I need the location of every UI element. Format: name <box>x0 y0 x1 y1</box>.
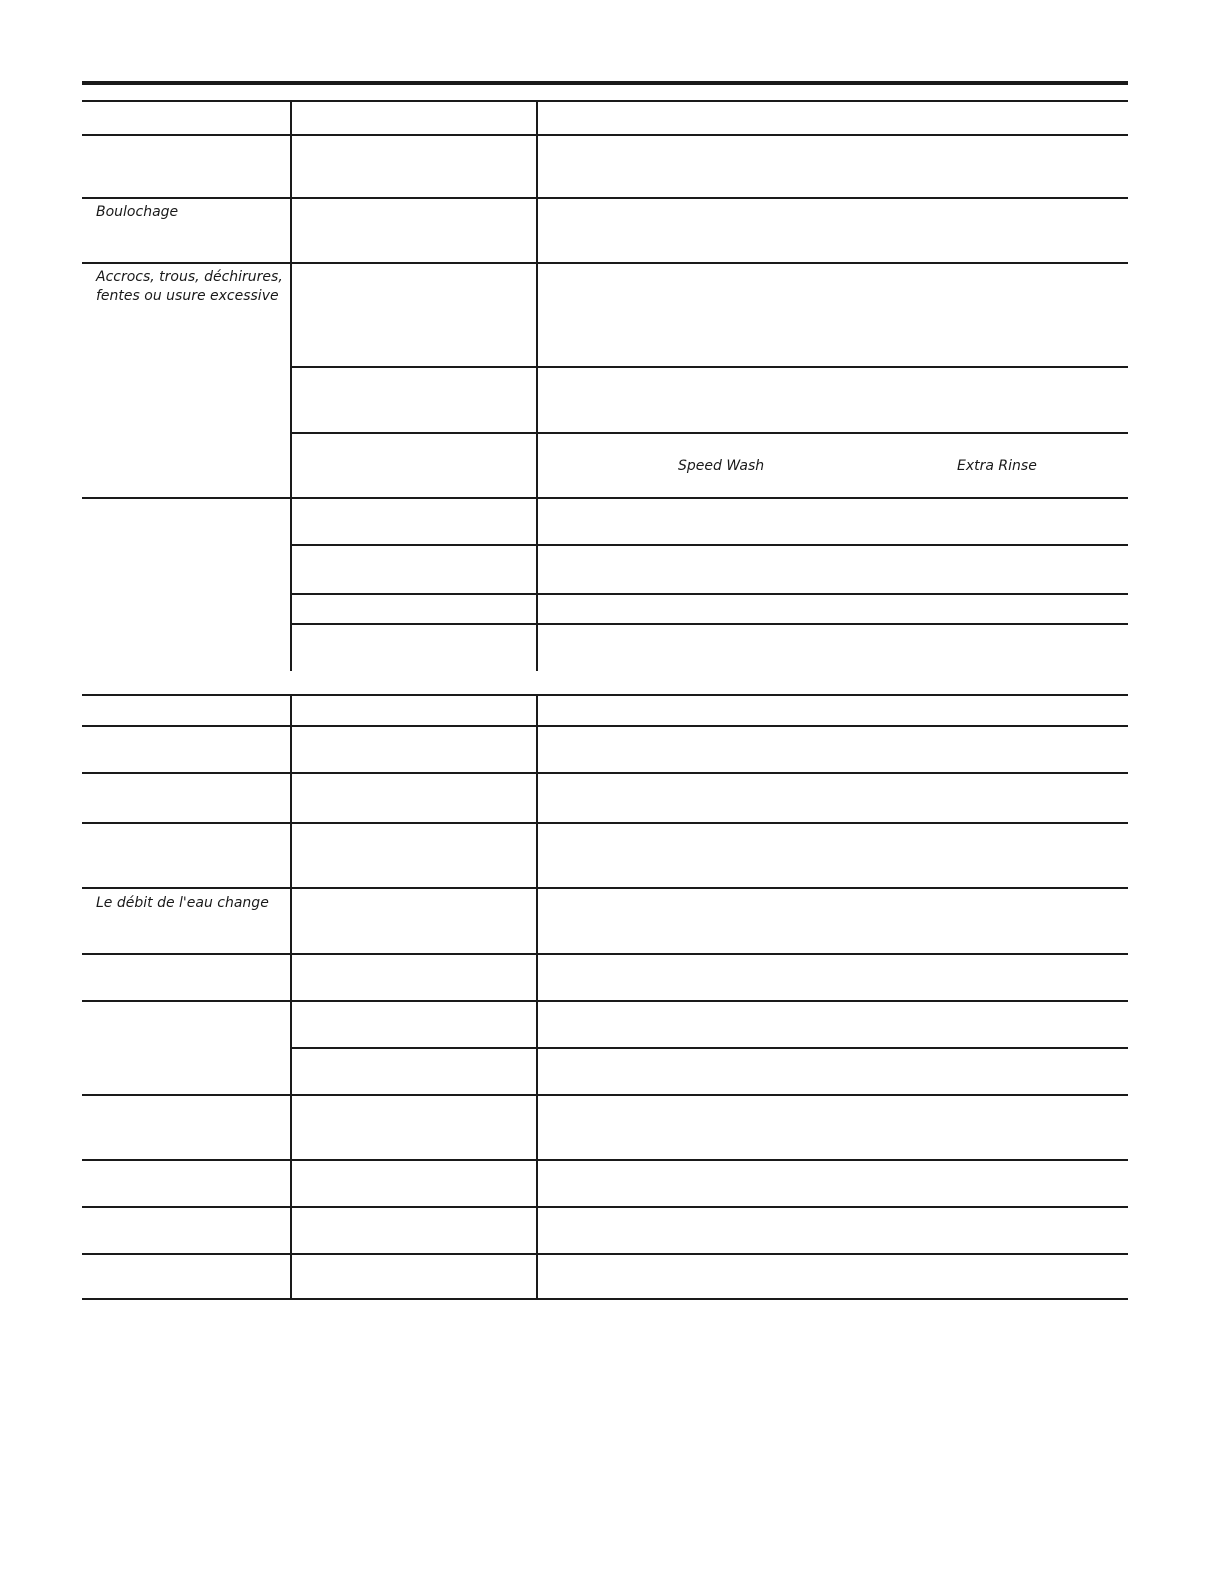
table-2-bottom-border <box>82 1298 1128 1300</box>
row-divider <box>82 497 1128 499</box>
row-divider <box>291 1047 1128 1049</box>
column-divider <box>290 100 292 671</box>
row-divider <box>82 1159 1128 1161</box>
table-1-top-border <box>82 100 1128 102</box>
header-rule <box>82 81 1128 85</box>
table-2-header-divider <box>82 725 1128 727</box>
row-divider <box>82 1253 1128 1255</box>
column-divider <box>536 694 538 1300</box>
row-divider <box>291 623 1128 625</box>
row-divider <box>82 1000 1128 1002</box>
row-divider <box>82 1094 1128 1096</box>
row-divider <box>82 1206 1128 1208</box>
row-divider <box>291 593 1128 595</box>
problem-water-flow-changes: Le débit de l'eau change <box>96 895 269 911</box>
row-divider <box>82 953 1128 955</box>
column-divider <box>290 694 292 1300</box>
problem-pilling: Boulochage <box>96 204 179 220</box>
table-1-header-divider <box>82 134 1128 136</box>
row-divider <box>291 432 1128 434</box>
table-2-top-border <box>82 694 1128 696</box>
row-divider <box>291 366 1128 368</box>
row-divider <box>82 262 1128 264</box>
row-divider <box>82 887 1128 889</box>
row-divider <box>82 197 1128 199</box>
row-divider <box>291 544 1128 546</box>
problem-snags-holes: Accrocs, trous, déchirures, fentes ou usure excessive <box>96 269 283 304</box>
row-divider <box>82 772 1128 774</box>
column-divider <box>536 100 538 671</box>
row-divider <box>82 822 1128 824</box>
option-extra-rinse: Extra Rinse <box>957 458 1037 474</box>
option-speed-wash: Speed Wash <box>678 458 765 474</box>
